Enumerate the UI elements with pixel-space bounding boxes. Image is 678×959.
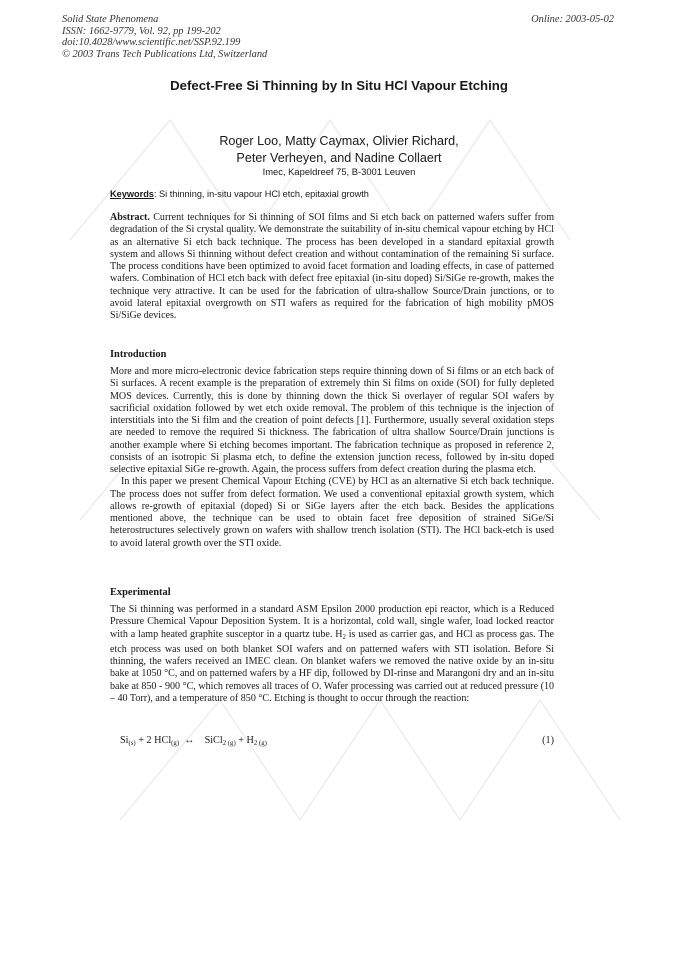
authors-line-1: Roger Loo, Matty Caymax, Olivier Richard, <box>219 134 459 148</box>
keywords-line <box>110 189 570 199</box>
equation-number: (1) <box>542 735 554 746</box>
abstract-text: Current techniques for Si thinning of SOI films and Si etch back on patterned wafers suffer from degradation of the Si crystal quality. We demonstrate the suitability of in-situ chemical vapour etching by HCl as an alternative Si etch back technique. The process has been developed in a standard epitaxial growth system and allows Si thinning without defect creation and without contamination of the remaining Si surface. The process conditions have been optimized to avoid facet formation and loading effects, in case of patterned wafers. Combination of HCl etch back with defect free epitaxial (in-situ doped) Si/SiGe re-growth, makes the technique very attractive. It can be used for the fabrication of ultra-shallow Source/Drain junctions, or to avoid lateral epitaxial overgrowth on STI wafers as required for the fabrication of high mobility pMOS Si/SiGe devices. <box>110 212 555 321</box>
author-list <box>0 133 678 167</box>
experimental-heading: Experimental <box>110 587 171 598</box>
journal-name: Solid State Phenomena <box>62 14 159 25</box>
online-date: Online: 2003-05-02 <box>531 14 614 25</box>
eq-arrow: ↔ <box>184 735 195 746</box>
eq-h2: + H <box>235 735 254 746</box>
journal-header <box>62 14 267 60</box>
keywords-label: Keywords <box>110 189 154 199</box>
exp-text-b: is used as carrier gas, and HCl as process gas. The etch process was used on both blanket SOI wafers and on patterned wafers with STI isolation. Before Si thinning, the wafers received an IMEC clean. On blanket wafers we removed the native oxide by an in-situ bake at 1050 °C, and on patterned wafers by a HF dip, followed by DI-rinse and Marangoni dry and an in-situ bake at 850 - 900 °C, which removes all traces of O. Wafer processing was carried out at reduced pressure (10 – 40 Torr), and a temperature of 850 °C. Etching is thought to occur through the reaction: <box>110 628 554 704</box>
doi-line[interactable]: doi:10.4028/www.scientific.net/SSP.92.199 <box>62 37 241 48</box>
equation-expression <box>120 735 267 747</box>
experimental-paragraph <box>110 604 554 705</box>
abstract-block <box>110 212 554 322</box>
copyright-line: © 2003 Trans Tech Publications Ltd, Switzerland <box>62 48 268 60</box>
introduction-body <box>110 366 554 550</box>
eq-h2-sub: 2 (g) <box>253 740 267 747</box>
introduction-heading: Introduction <box>110 349 167 360</box>
eq-sicl: SiCl <box>204 735 223 746</box>
eq-si-sub: (s) <box>128 740 136 747</box>
exp-text-a: The Si thinning was performed in a standard ASM Epsilon 2000 production epi reactor, which is a Reduced Pressure Chemical Vapour Deposition System. It is a horizontal, cold wall, single wafer, load locked reactor with a lamp heated graphite susceptor in a quartz tube. H <box>110 604 554 640</box>
keywords-text: : Si thinning, in-situ vapour HCl etch, epitaxial growth <box>153 189 369 199</box>
h2-subscript: 2 <box>342 633 346 641</box>
eq-sicl-sub: 2 (g) <box>222 740 236 747</box>
eq-hcl-sub: (g) <box>171 740 180 747</box>
authors-line-2: Peter Verheyen, and Nadine Collaert <box>236 151 442 165</box>
issn-line: ISSN: 1662-9779, Vol. 92, pp 199-202 <box>62 25 221 37</box>
experimental-body <box>110 604 554 705</box>
abstract-label: Abstract. <box>110 212 150 223</box>
eq-hcl: + 2 HCl <box>135 735 172 746</box>
affiliation: Imec, Kapeldreef 75, B-3001 Leuven <box>262 166 416 177</box>
intro-paragraph-2: In this paper we present Chemical Vapour Etching (CVE) by HCl as an alternative Si etch back technique. The process does not suffer from defect formation. We used a conventional epitaxial growth system, which allows re-growth of epitaxial (doped) Si or SiGe layers after the etch back. Besides the applications mentioned above, the technique can be used to obtain facet free deposition of strained SiGe/Si heterostructures selectively grown on wafers with shallow trench isolation (STI). The HCl back-etch is used to avoid lateral growth over the STI oxide. <box>110 476 554 549</box>
intro-paragraph-1: More and more micro-electronic device fabrication steps require thinning down of Si films or an etch back of Si surfaces. A recent example is the preparation of extremely thin Si films on oxide (SOI) for fully depleted MOS devices. Currently, this is done by thinning down the thick Si overlayer of regular SOI wafers by sacrificial oxidation followed by wet etch oxide removal. The problem of this technique is the injection of interstitials into the Si film and the creation of point defects [1]. Furthermore, usually several oxidation steps are needed to remove the required Si thickness. The fabrication of ultra shallow Source/Drain junctions is another example where Si etching becomes important. The fabrication technique as proposed in reference 2, consists of an isotropic Si plasma etch, to define the extension junction recess, followed by in-situ doped selective epitaxial SiGe re-growth. Again, the process suffers from defect creation during the plasma etch. <box>110 366 554 475</box>
paper-title: Defect-Free Si Thinning by In Situ HCl Vapour Etching <box>170 78 508 93</box>
eq-si: Si <box>120 735 129 746</box>
